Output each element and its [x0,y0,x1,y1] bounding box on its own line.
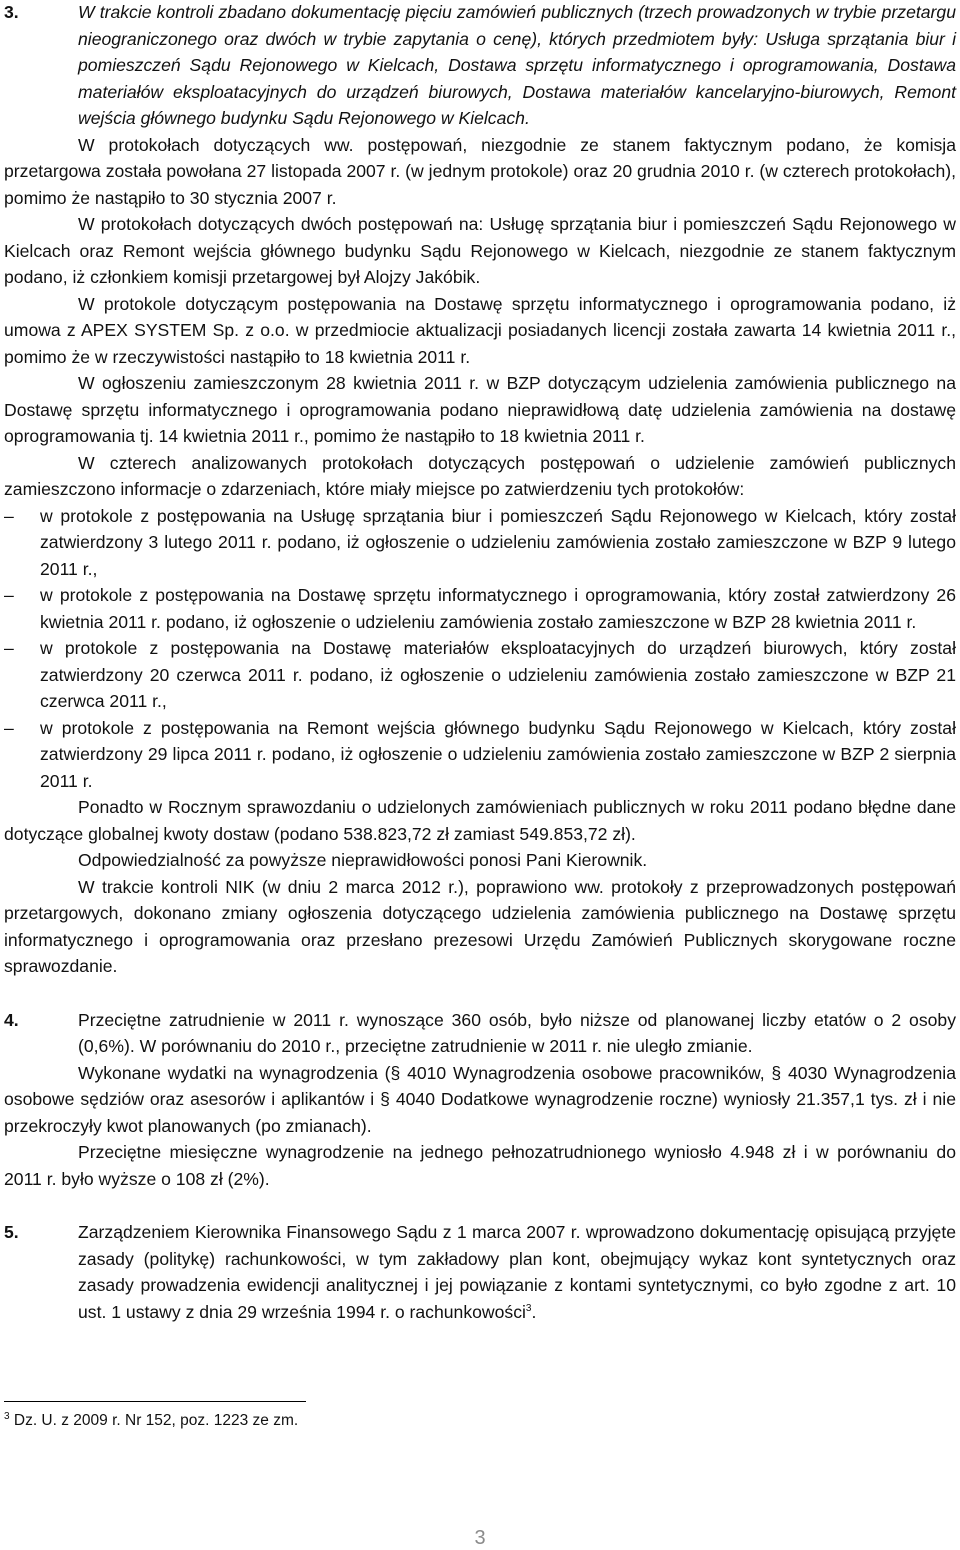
dash-bullet-icon: – [4,638,14,658]
document-page [4,0,956,1325]
paragraph: Odpowiedzialność za powyższe nieprawidłowości ponosi Pani Kierownik. [78,850,648,870]
dash-bullet-icon: – [4,585,14,605]
list-item-text: w protokole z postępowania na Dostawę materiałów eksploatacyjnych do urządzeń biurowych, który został zatwierdzony 20 czerwca 2011 r. podano, iż ogłoszenie o udzieleniu zamówienia zostało zamieszczone w BZP 21 czerwca 2011 r., [40,638,956,711]
audit-scope-paragraph: W trakcie kontroli zbadano dokumentację pięciu zamówień publicznych (trzech prowadzonych w trybie przetargu nieograniczonego oraz dwóch w trybie zapytania o cenę), których przedmiotem były: Usługa sprzątania biur i pomieszczeń Sądu Rejonowego w Kielcach, Dostawa sprzętu informatycznego i oprogramowania, Dostawa materiałów eksploatacyjnych do urządzeń biurowych, Dostawa materiałów kancelaryjno-biurowych, Remont wejścia głównego budynku Sądu Rejonowego w Kielcach. [78,2,956,128]
paragraph: W protokole dotyczącym postępowania na Dostawę sprzętu informatycznego i oprogramowania podano, iż umowa z APEX SYSTEM Sp. z o.o. w przedmiocie aktualizacji posiadanych licencji została zawarta 14 kwietnia 2011 r., pomimo że w rzeczywistości nastąpiło to 18 kwietnia 2011 r. [4,293,956,367]
section-3 [4,0,956,132]
dash-bullet-icon: – [4,717,14,738]
footnote-text: Dz. U. z 2009 r. Nr 152, poz. 1223 ze zm. [13,1412,299,1429]
page-number: 3 [474,1527,486,1549]
section-number: 5. [4,1222,19,1242]
footnote-divider [4,1401,306,1402]
employment-paragraph: Przeciętne zatrudnienie w 2011 r. wynoszące 360 osób, było niższe od planowanej liczby etatów o 2 osoby (0,6%). W porównaniu do 2010 r., przeciętne zatrudnienie w 2011 r. nie uległo zmianie. [78,1009,956,1056]
dash-bullet-icon: – [4,505,14,526]
footnote-reference[interactable]: 3 [525,1302,532,1314]
paragraph: Wykonane wydatki na wynagrodzenia (§ 4010 Wynagrodzenia osobowe pracowników, § 4030 Wynagrodzenia osobowe sędziów oraz asesorów i aplikantów i § 4040 Dodatkowe wynagrodzenie roczne) wyniosły 21.357,1 tys. zł i nie przekroczyły kwot planowanych (po zmianach). [4,1062,956,1136]
footnote [4,1410,298,1432]
paragraph: W czterech analizowanych protokołach dotyczących postępowań o udzielenie zamówień publicznych zamieszczono informacje o zdarzeniach, które miały miejsce po zatwierdzeniu tych protokołów: [4,452,956,499]
paragraph: W protokołach dotyczących ww. postępowań, niezgodnie ze stanem faktycznym podano, że komisja przetargowa została powołana 27 listopada 2007 r. (w jednym protokole) oraz 20 grudnia 2010 r. (w czterech protokołach), pomimo że nastąpiło to 30 stycznia 2007 r. [4,134,956,208]
list-item [4,582,956,635]
list-item-text: w protokole z postępowania na Dostawę sprzętu informatycznego i oprogramowania, który został zatwierdzony 26 kwietnia 2011 r. podano, iż ogłoszenie o udzieleniu zamówienia zostało zamieszczone w BZP 28 kwietnia 2011 r. [40,585,956,632]
list-item [4,635,956,715]
paragraph: W ogłoszeniu zamieszczonym 28 kwietnia 2011 r. w BZP dotyczącym udzielenia zamówienia publicznego na Dostawę sprzętu informatycznego i oprogramowania podano nieprawidłową datę udzielenia zamówienia na dostawę oprogramowania tj. 14 kwietnia 2011 r., pomimo że nastąpiło to 18 kwietnia 2011 r. [4,373,956,446]
section-number: 4. [4,1009,19,1030]
accounting-policy-paragraph: Zarządzeniem Kierownika Finansowego Sądu z 1 marca 2007 r. wprowadzono dokumentację opisującą przyjęte zasady (politykę) rachunkowości, w tym zakładowy plan kont, obejmujący wykaz kont syntetycznych oraz zasady prowadzenia ewidencji analitycznej i jej powiązanie z kontami syntetycznymi, co było zgodne z art. 10 ust. 1 ustawy z dnia 29 września 1994 r. o rachunkowości$^3$. [78,1222,956,1322]
paragraph: W trakcie kontroli NIK (w dniu 2 marca 2012 r.), poprawiono ww. protokoły z przeprowadzonych postępowań przetargowych, dokonano zmiany ogłoszenia dotyczącego udzielenia zamówienia publicznego na Dostawę sprzętu informatycznego i oprogramowania oraz przesłano prezesowi Urzędu Zamówień Publicznych skorygowane roczne sprawozdanie. [4,876,956,976]
section-4 [4,1007,956,1060]
paragraph: W protokołach dotyczących dwóch postępowań na: Usługę sprzątania biur i pomieszczeń Sądu Rejonowego w Kielcach oraz Remont wejścia głównego budynku Sądu Rejonowego w Kielcach, niezgodnie ze stanem faktycznym podano, iż członkiem komisji przetargowej był Alojzy Jakóbik. [4,214,956,287]
section-number: 3. [4,2,19,22]
footnote-mark: 3 [4,1410,10,1422]
paragraph: Ponadto w Rocznym sprawozdaniu o udzielonych zamówieniach publicznych w roku 2011 podano błędne dane dotyczące globalnej kwoty dostaw (podano 538.823,72 zł zamiast 549.853,72 zł). [4,797,956,844]
list-item-text: w protokole z postępowania na Remont wejścia głównego budynku Sądu Rejonowego w Kielcach, który został zatwierdzony 29 lipca 2011 r. podano, iż ogłoszenie o udzieleniu zamówienia zostało zamieszczone w BZP 2 sierpnia 2011 r. [40,717,956,791]
protocol-findings-list [4,503,956,795]
section-5 [4,1219,956,1325]
paragraph: Przeciętne miesięczne wynagrodzenie na jednego pełnozatrudnionego wyniosło 4.948 zł i w porównaniu do 2011 r. było wyższe o 108 zł (2%). [4,1142,956,1189]
list-item-text: w protokole z postępowania na Usługę sprzątania biur i pomieszczeń Sądu Rejonowego w Kielcach, który został zatwierdzony 3 lutego 2011 r. podano, iż ogłoszenie o udzieleniu zamówienia zostało zamieszczone w BZP 9 lutego 2011 r., [40,505,956,579]
list-item [4,715,956,795]
list-item [4,503,956,583]
accounting-policy-text: Zarządzeniem Kierownika Finansowego Sądu z 1 marca 2007 r. wprowadzono dokumentację opisującą przyjęte zasady (politykę) rachunkowości, w tym zakładowy plan kont, obejmujący wykaz kont syntetycznych oraz zasady prowadzenia ewidencji analitycznej i jej powiązanie z kontami syntetycznymi, co było zgodne z art. 10 ust. 1 ustawy z dnia 29 września 1994 r. o rachunkowości [78,1222,956,1322]
